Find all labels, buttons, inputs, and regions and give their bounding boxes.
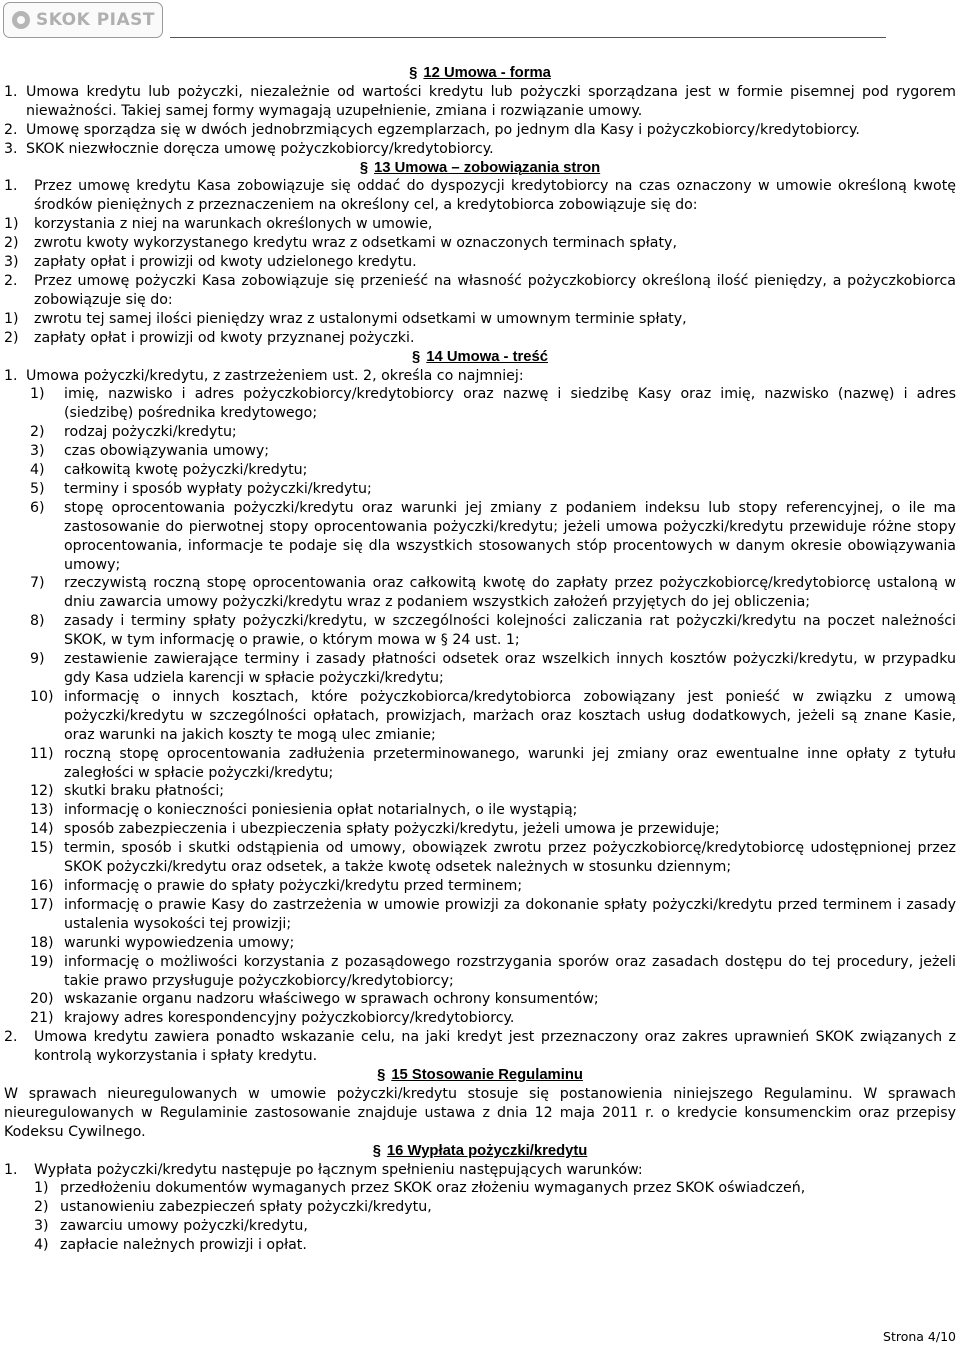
s14-list-item: 12) skutki braku płatności; [30, 783, 225, 800]
header-divider [170, 37, 886, 38]
s14-list-item: 7) rzeczywistą roczną stopę oprocentowania oraz całkowitą kwotę do zapłaty przez pożyczkobiorcę/kredytobiorcę ustaloną w dniu zawarcia umowy pożyczki/kredytu wraz z podaniem wszystkich założeń przyjętych do jej obliczenia; [30, 575, 956, 611]
logo-text: SKOK PIAST [36, 9, 155, 30]
s13-p1-item: 2) zwrotu kwoty wykorzystanego kredytu wraz z odsetkami w oznaczonych terminach spłaty, [4, 235, 677, 252]
section-16-heading: § 16 Wypłata pożyczki/kredytu [372, 1142, 588, 1159]
skok-piast-logo [3, 2, 163, 38]
s16-list-item: 3) zawarciu umowy pożyczki/kredytu, [34, 1218, 308, 1235]
s14-list-item: 20) wskazanie organu nadzoru właściwego w sprawach ochrony konsumentów; [30, 991, 599, 1008]
s14-list-item: 5) terminy i sposób wypłaty pożyczki/kredytu; [30, 480, 372, 497]
s12-paragraph-3: 3. SKOK niezwłocznie doręcza umowę pożyczkobiorcy/kredytobiorcy. [4, 140, 494, 157]
section-13-heading: § 13 Umowa – zobowiązania stron [359, 159, 601, 176]
s14-list-item: 18) warunki wypowiedzenia umowy; [30, 934, 295, 951]
page-header [0, 0, 960, 44]
s14-list-item: 17) informację o prawie Kasy do zastrzeżenia w umowie prowizji za dokonanie spłaty pożyczki/kredytu przed terminem i zasady ustalenia wysokości tej prowizji; [30, 896, 956, 932]
s16-list-item: 2) ustanowieniu zabezpieczeń spłaty pożyczki/kredytu, [34, 1199, 432, 1216]
s14-list-item: 9) zestawienie zawierające terminy i zasady płatności odsetek oraz wszelkich innych kosztów pożyczki/kredytu, w przypadku gdy Kasa udziela karencji w spłacie pożyczki/kredytu; [30, 651, 956, 686]
s14-list-item: 8) zasady i terminy spłaty pożyczki/kredytu, w szczególności kolejności zaliczania rat pożyczki/kredytu na poczet należności SKOK, w tym informację o prawie, o którym mowa w § 24 ust. 1; [30, 613, 956, 649]
s12-paragraph-2: 2. Umowę sporządza się w dwóch jednobrzmiących egzemplarzach, po jednym dla Kasy i pożyczkobiorcy/kredytobiorcy. [4, 121, 860, 138]
s14-list-item: 13) informację o konieczności poniesienia opłat notarialnych, o ile wystąpią; [30, 802, 578, 819]
s14-list-item: 21) krajowy adres korespondencyjny pożyczkobiorcy/kredytobiorcy. [30, 1010, 515, 1027]
s14-list-item: 16) informację o prawie do spłaty pożyczki/kredytu przed terminem; [30, 877, 523, 894]
document-body [4, 64, 956, 1255]
s14-list-item: 11) roczną stopę oprocentowania zadłużenia przeterminowanego, warunki jej zmiany oraz ewentualne inne opłaty z tytułu zaległości w spłacie pożyczki/kredytu; [30, 745, 956, 781]
s14-paragraph-2: 2. Umowa kredytu zawiera ponadto wskazanie celu, na jaki kredyt jest przeznaczony oraz zakres uprawnień SKOK związanych z kontrolą wykorzystania i spłaty kredytu. [4, 1029, 956, 1065]
s13-p1-item: 3) zapłaty opłat i prowizji od kwoty udzielonego kredytu. [4, 254, 417, 271]
s14-list-item: 15) termin, sposób i skutki odstąpienia od umowy, obowiązek zwrotu przez pożyczkobiorcę/kredytobiorcę udostępnionej przez SKOK pożyczki/kredytu oraz odsetek, a także kwotę odsetek należnych w stosunku dziennym; [30, 840, 956, 876]
section-12-heading: § 12 Umowa - forma [409, 65, 551, 81]
s14-list-item: 14) sposób zabezpieczenia i ubezpieczenia spłaty pożyczki/kredytu, jeżeli umowa je przewiduje; [30, 821, 720, 838]
s14-list-item: 19) informację o możliwości korzystania z pozasądowego rozstrzygania sporów oraz zasadach dostępu do tej procedury, jeżeli takie prawo przysługuje pożyczkobiorcy/kredytobiorcy; [30, 953, 956, 989]
s13-p2-item: 2) zapłaty opłat i prowizji od kwoty przyznanej pożyczki. [4, 329, 415, 346]
section-15-heading: § 15 Stosowanie Regulaminu [377, 1067, 583, 1084]
s13-p2-item: 1) zwrotu tej samej ilości pieniędzy wraz z ustalonymi odsetkami w umownym terminie spłaty, [4, 310, 687, 327]
s16-list-item: 4) zapłacie należnych prowizji i opłat. [34, 1237, 307, 1254]
s15-paragraph: W sprawach nieuregulowanych w umowie pożyczki/kredytu stosuje się postanowienia niniejszego Regulaminu. W sprawach nieuregulowanych w Regulaminie zastosowanie znajduje ustawa z dnia 12 maja 2011 r. o kredycie konsumenckim oraz przepisy Kodeksu Cywilnego. [4, 1085, 956, 1140]
s16-paragraph-1: 1. Wypłata pożyczki/kredytu następuje po łącznym spełnieniu następujących warunków: [4, 1161, 643, 1178]
s14-paragraph-1: 1. Umowa pożyczki/kredytu, z zastrzeżeniem ust. 2, określa co najmniej: [4, 367, 524, 384]
logo-emblem-icon [12, 11, 30, 29]
s12-paragraph-1: 1. Umowa kredytu lub pożyczki, niezależnie od wartości kredytu lub pożyczki sporządzana jest w formie pisemnej pod rygorem nieważności. Takiej samej formy wymagają uzupełnienie, zmiana i rozwiązanie umowy. [4, 83, 956, 119]
s14-list-item: 6) stopę oprocentowania pożyczki/kredytu oraz warunki jej zmiany z podaniem indeksu lub stopy referencyjnej, o ile ma zastosowanie do pierwotnej stopy oprocentowania pożyczki/kredytu; jeżeli umowa pożyczki/kredytu przewiduje różne stopy oprocentowania, informacje te podaje się dla wszystkich stosowanych stóp procentowych w danym okresie obowiązywania umowy; [30, 499, 956, 573]
s14-list-item: 2) rodzaj pożyczki/kredytu; [30, 424, 237, 441]
page-number: Strona 4/10 [883, 1329, 956, 1344]
s14-list-item: 1) imię, nazwisko i adres pożyczkobiorcy/kredytobiorcy oraz nazwę i siedzibę Kasy oraz imię, nazwisko (nazwę) i adres (siedzibę) pośrednika kredytowego; [30, 386, 956, 422]
s13-paragraph-1: 1. Przez umowę kredytu Kasa zobowiązuje się oddać do dyspozycji kredytobiorcy na czas oznaczony w umowie określoną kwotę środków pieniężnych z przeznaczeniem na określony cel, a kredytobiorca zobowiązuje się do: [4, 178, 956, 214]
s13-paragraph-2: 2. Przez umowę pożyczki Kasa zobowiązuje się przenieść na własność pożyczkobiorcy określoną ilość pieniędzy, a pożyczkobiorca zobowiązuje się do: [4, 272, 956, 308]
s14-list-item: 10) informację o innych kosztach, które pożyczkobiorca/kredytobiorca zobowiązany jest ponieść w związku z umową pożyczki/kredytu w szczególności opłatach, prowizjach, marżach oraz kosztach usług dodatkowych, jeżeli są znane Kasie, oraz warunki na jakich koszty te mogą ulec zmianie; [30, 688, 956, 743]
s14-list-item: 3) czas obowiązywania umowy; [30, 443, 269, 460]
s16-list-item: 1) przedłożeniu dokumentów wymaganych przez SKOK oraz złożeniu wymaganych przez SKOK oświadczeń, [34, 1180, 806, 1197]
s13-p1-item: 1) korzystania z niej na warunkach określonych w umowie, [4, 216, 433, 233]
s14-list-item: 4) całkowitą kwotę pożyczki/kredytu; [30, 462, 308, 479]
section-14-heading: § 14 Umowa - treść [412, 348, 548, 365]
